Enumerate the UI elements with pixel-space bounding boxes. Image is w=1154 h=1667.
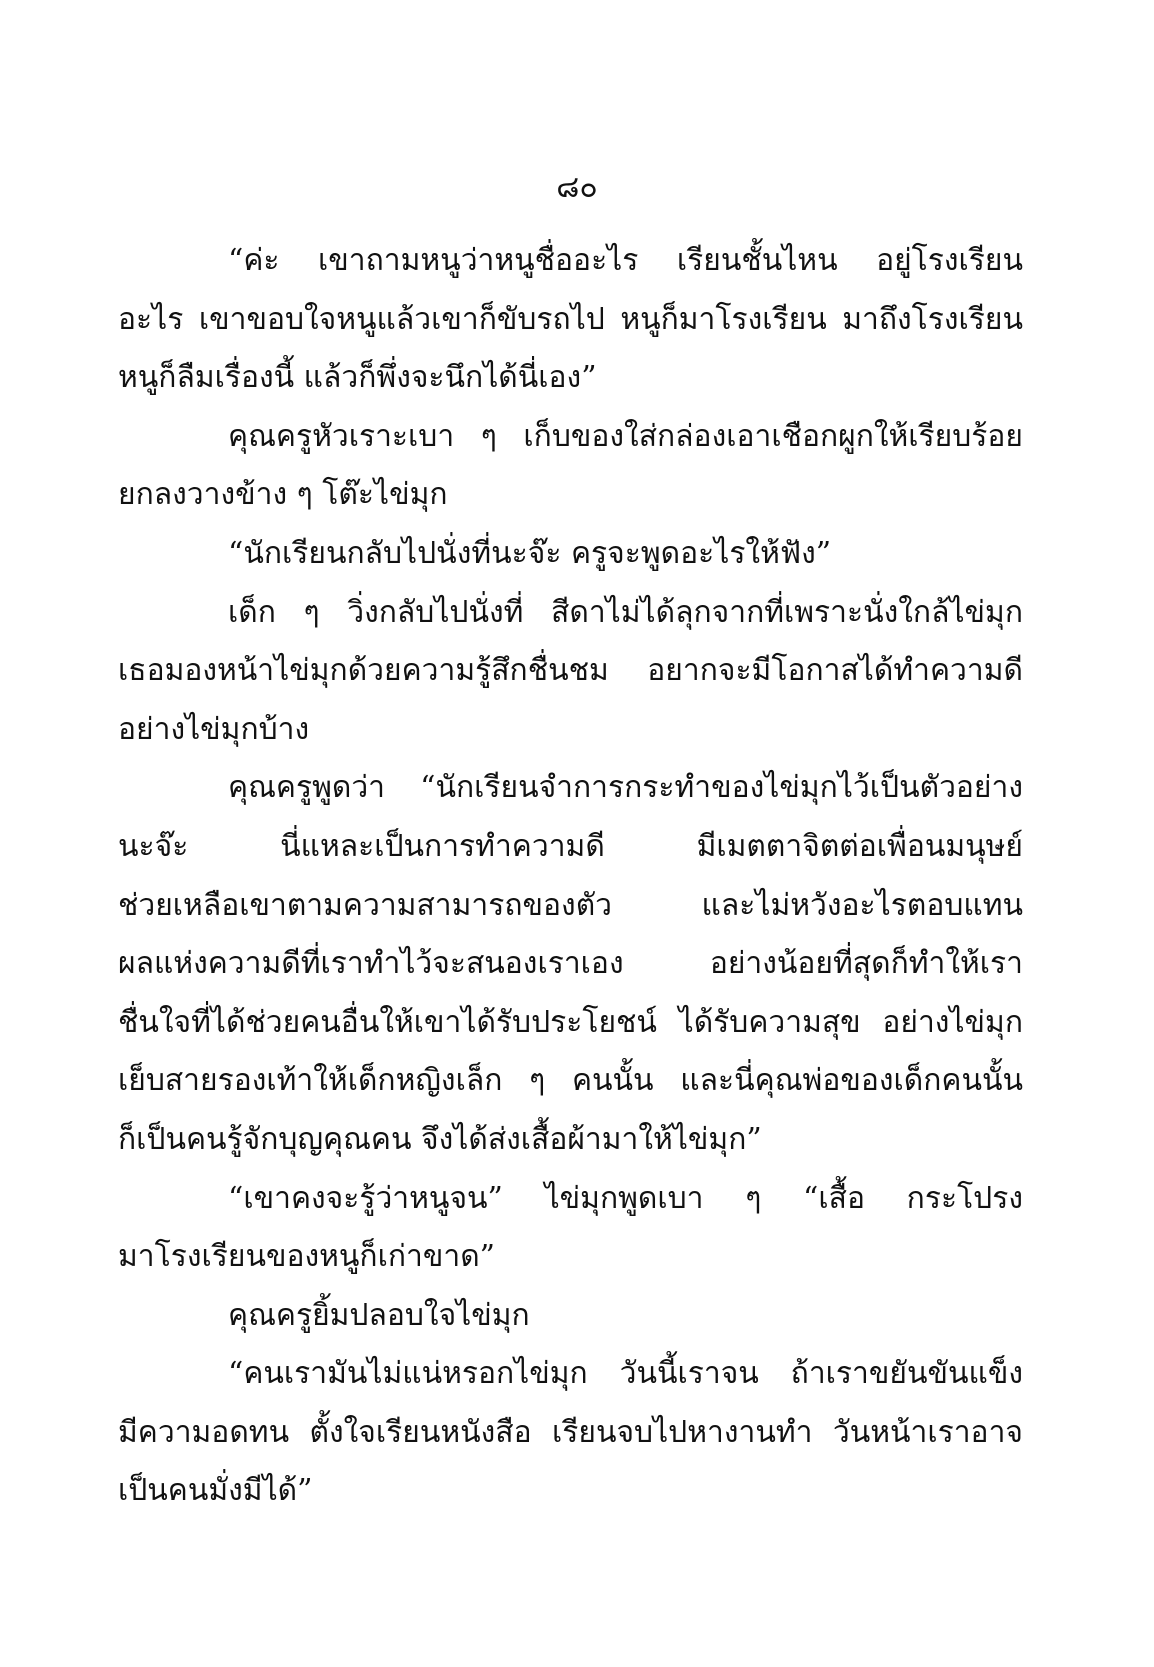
text-line: มีความอดทน ตั้งใจเรียนหนังสือ เรียนจบไปหางานทำ วันหน้าเราอาจ xyxy=(118,1414,1023,1450)
text-line: เธอมองหน้าไข่มุกด้วยความรู้สึกชื่นชม อยากจะมีโอกาสได้ทำความดี xyxy=(118,653,1023,689)
text-line: หนูก็ลืมเรื่องนี้ แล้วก็พึ่งจะนึกได้นี่เอง” xyxy=(118,360,597,396)
story-text xyxy=(118,232,1023,1521)
text-line: ชื่นใจที่ได้ช่วยคนอื่นให้เขาได้รับประโยชน์ ได้รับความสุข อย่างไข่มุก xyxy=(118,1004,1023,1040)
text-line: ก็เป็นคนรู้จักบุญคุณคน จึงได้ส่งเสื้อผ้ามาให้ไข่มุก” xyxy=(118,1121,762,1157)
text-line: ช่วยเหลือเขาตามความสามารถของตัว และไม่หวังอะไรตอบแทน xyxy=(118,887,1023,923)
text-line: “นักเรียนกลับไปนั่งที่นะจ๊ะ ครูจะพูดอะไรให้ฟัง” xyxy=(228,535,832,571)
text-line: เย็บสายรองเท้าให้เด็กหญิงเล็ก ๆ คนนั้น และนี่คุณพ่อของเด็กคนนั้น xyxy=(118,1063,1023,1099)
text-line: เด็ก ๆ วิ่งกลับไปนั่งที่ สีดาไม่ได้ลุกจากที่เพราะนั่งใกล้ไข่มุก xyxy=(228,594,1023,630)
text-line: เป็นคนมั่งมีได้” xyxy=(118,1473,313,1509)
text-line: “เขาคงจะรู้ว่าหนูจน” ไข่มุกพูดเบา ๆ “เสื้อ กระโปรง xyxy=(228,1180,1023,1216)
text-line: คุณครูยิ้มปลอบใจไข่มุก xyxy=(228,1297,530,1333)
text-line: ยกลงวางข้าง ๆ โต๊ะไข่มุก xyxy=(118,477,448,513)
text-line: นะจ๊ะ นี่แหละเป็นการทำความดี มีเมตตาจิตต่อเพื่อนมนุษย์ xyxy=(118,828,1023,864)
text-line: คุณครูหัวเราะเบา ๆ เก็บของใส่กล่องเอาเชือกผูกให้เรียบร้อย xyxy=(228,418,1023,454)
page-number: ๘๐ xyxy=(556,170,598,205)
text-line: อย่างไข่มุกบ้าง xyxy=(118,711,310,747)
text-line: คุณครูพูดว่า “นักเรียนจำการกระทำของไข่มุกไว้เป็นตัวอย่าง xyxy=(228,770,1023,806)
text-line: มาโรงเรียนของหนูก็เก่าขาด” xyxy=(118,1239,496,1275)
text-line: ผลแห่งความดีที่เราทำไว้จะสนองเราเอง อย่างน้อยที่สุดก็ทำให้เรา xyxy=(118,946,1023,982)
text-line: “ค่ะ เขาถามหนูว่าหนูชื่ออะไร เรียนชั้นไหน อยู่โรงเรียน xyxy=(228,243,1023,278)
text-line: “คนเรามันไม่แน่หรอกไข่มุก วันนี้เราจน ถ้าเราขยันขันแข็ง xyxy=(228,1356,1023,1392)
text-line: อะไร เขาขอบใจหนูแล้วเขาก็ขับรถไป หนูก็มาโรงเรียน มาถึงโรงเรียน xyxy=(118,301,1023,337)
